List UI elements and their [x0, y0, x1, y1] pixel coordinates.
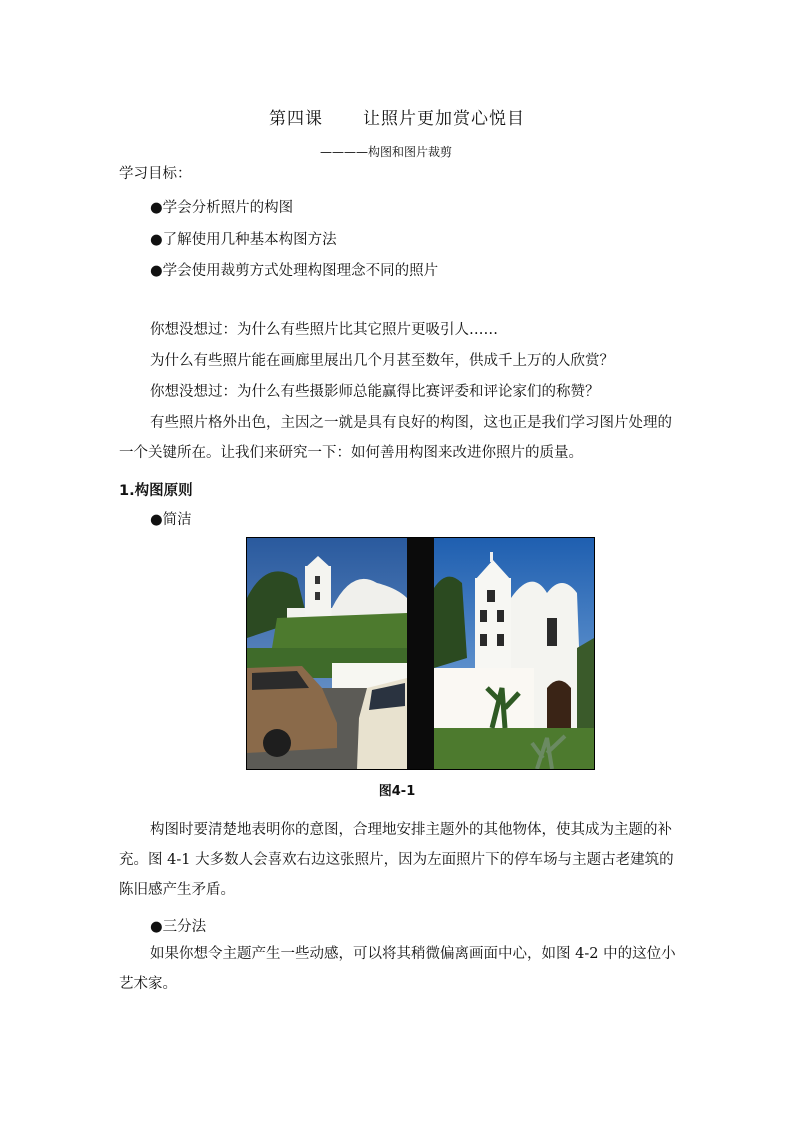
bullet-simple: ●简洁: [150, 512, 192, 528]
left-photo: [247, 538, 407, 769]
right-photo: [434, 538, 594, 769]
church-comparison-photo: [247, 538, 594, 769]
thirds-paragraph: 如果你想令主题产生一些动感，可以将其稍微偏离画面中心，如图 4-2 中的这位小艺术家。: [119, 946, 676, 992]
intro-paragraph: 为什么有些照片能在画廊里展出几个月甚至数年，供成千上万的人欣赏？: [150, 353, 614, 369]
intro-paragraph: 有些照片格外出色，主因之一就是具有良好的构图，这也正是我们学习图片处理的一个关键所在。让我们来研究一下：如何善用构图来改进你照片的质量。: [119, 415, 672, 461]
section-heading: 1.构图原则: [119, 483, 193, 499]
lesson-title: [0, 104, 794, 129]
objective-item: ●学会使用裁剪方式处理构图理念不同的照片: [150, 263, 439, 279]
objective-item: ●学会分析照片的构图: [150, 200, 294, 216]
simple-paragraph: 构图时要清楚地表明你的意图，合理地安排主题外的其他物体，使其成为主题的补充。图 4-1 大多数人会喜欢右边这张照片，因为左面照片下的停车场与主题古老建筑的陈旧感产生矛盾。: [119, 822, 674, 898]
lesson-subtitle: ————构图和图片裁剪: [320, 145, 453, 159]
figure-caption: 图4-1: [378, 784, 416, 799]
figure-4-1-photo: [246, 537, 595, 770]
bullet-thirds: ●三分法: [150, 919, 207, 935]
objectives-label: 学习目标：: [119, 166, 192, 182]
intro-paragraph: 你想没想过：为什么有些摄影师总能赢得比赛评委和评论家们的称赞？: [150, 384, 600, 400]
lesson-name: 让照片更加赏心悦目: [363, 109, 525, 129]
photo-divider: [407, 538, 434, 769]
lesson-number: 第四课: [269, 109, 323, 129]
objective-item: ●了解使用几种基本构图方法: [150, 232, 337, 248]
intro-paragraph: 你想没想过：为什么有些照片比其它照片更吸引人……: [150, 322, 498, 338]
